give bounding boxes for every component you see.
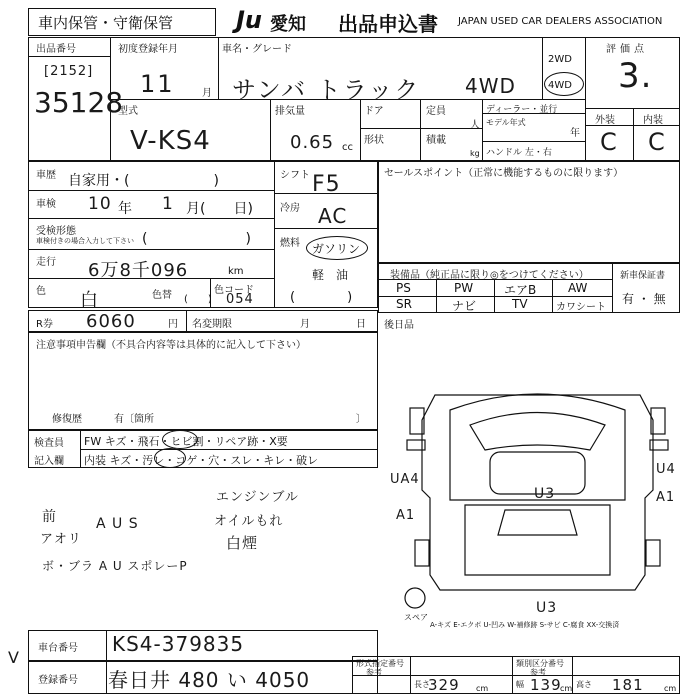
equip-navi: ナビ: [452, 299, 477, 313]
hw-tailgate: アオリ: [40, 532, 82, 547]
car-bed: [465, 505, 610, 575]
score-int-value: C: [648, 128, 666, 156]
score-value: 3.: [618, 56, 653, 96]
ref2-label: 参考: [530, 668, 546, 677]
hw-u4: U4: [656, 462, 676, 477]
name-change-label: 名変期限: [192, 319, 232, 330]
hw-front: 前: [42, 509, 57, 525]
fuel-gasoline: ガソリン: [312, 242, 361, 256]
width-unit: cm: [560, 684, 573, 693]
type-value: V-KS4: [130, 126, 211, 156]
color-value: 白: [80, 290, 99, 311]
hw-a1-left: A1: [396, 508, 416, 523]
fuel-label: 燃料: [280, 238, 300, 249]
hw-u3-top: U3: [534, 486, 556, 502]
model-year-label: モデル年式: [486, 118, 526, 127]
car-windshield: [470, 413, 605, 451]
car-cab-outline: [450, 394, 625, 500]
drive-4wd: 4WD: [548, 80, 572, 91]
displacement-value: 0.65: [290, 132, 335, 153]
color-code-value: 054: [226, 292, 254, 307]
equip-airbag: エアB: [504, 283, 537, 297]
inspector-label1: 検査員: [34, 438, 64, 449]
handle-label: ハンドル 左・右: [486, 148, 552, 158]
inspector-row1: FW キズ・飛石・ヒビ割・リペア跡・X要: [84, 435, 288, 448]
reception-label: 受検形態: [36, 226, 76, 237]
repair-label: 修復歴: [52, 414, 82, 425]
equip-kawaseat: カワシート: [556, 302, 606, 313]
sales-point-label: セールスポイント（正常に機能するものに限ります）: [384, 168, 624, 179]
length-unit: cm: [476, 684, 489, 693]
equip-sr: SR: [396, 297, 412, 311]
load-label: 積載: [426, 135, 446, 146]
aircon-value: AC: [318, 204, 348, 228]
hw-aus: A U S: [96, 516, 139, 532]
car-rear-right-wheel: [646, 540, 660, 566]
org-name: 愛知: [270, 14, 306, 35]
class-num-label: 類別区分番号: [516, 659, 564, 668]
door-label: ドア: [364, 106, 384, 117]
ref1-label: 参考: [366, 668, 382, 677]
inspector-label2: 記入欄: [34, 456, 64, 467]
displacement-label: 排気量: [275, 106, 305, 117]
equip-aw: AW: [568, 281, 588, 295]
kg-label: kg: [470, 149, 480, 158]
spare-label: スペア: [404, 613, 428, 622]
color-change-label: 色替: [152, 290, 172, 301]
history-value: 自家用・( ): [68, 173, 219, 189]
spare-tire-icon: [405, 588, 425, 608]
color-code-label: 色コード: [214, 285, 254, 296]
new-warranty-label: 新車保証書: [620, 271, 666, 281]
hw-engine: エンジンブル: [216, 490, 299, 505]
mileage-label: 走行: [36, 257, 56, 268]
type-label: 型式: [118, 106, 138, 117]
repair-close: 〕: [356, 414, 366, 425]
width-value: 139: [530, 676, 562, 694]
shift-value: F5: [312, 172, 341, 197]
shift-label: シフト: [280, 170, 310, 181]
model-label: 車名・グレード: [222, 44, 292, 55]
score-ext-label: 外装: [595, 115, 615, 126]
ju-logo: Ju: [236, 6, 263, 34]
damage-legend: A-キズ E-エクボ U-凹み W-補修跡 S-サビ C-腐食 XX-交換済: [430, 621, 620, 629]
hw-oil: オイルもれ: [214, 514, 284, 529]
fuel-gasoline-circle: [306, 236, 368, 260]
hw-a1-right: A1: [656, 490, 676, 505]
custody-label: 車内保管・守衛保管: [38, 14, 174, 32]
capacity-label: 定員: [426, 106, 446, 117]
width-label: 幅: [516, 680, 524, 689]
chassis-value: KS4-379835: [112, 632, 245, 656]
equip-ps: PS: [396, 281, 411, 295]
name-change-day: 日: [356, 319, 366, 330]
model-drive: 4WD: [465, 74, 516, 98]
name-change-month: 月: [300, 319, 310, 330]
length-label: 長さ: [414, 680, 430, 689]
year-label: 年: [570, 128, 580, 139]
notes-label: 注意事項申告欄（不具合内容等は具体的に記入して下さい）: [36, 340, 306, 351]
person-label: 人: [470, 120, 480, 131]
form-title: 出品申込書: [338, 12, 438, 36]
inspector-row2: 内装 キズ・汚レ・コゲ・穴・スレ・キレ・破レ: [84, 454, 319, 467]
score-label: 評価点: [606, 44, 648, 55]
mileage-value: 6万8千096: [88, 260, 189, 281]
recycle-unit: 円: [168, 319, 178, 330]
hw-check: V: [8, 648, 20, 667]
inspection-label: 車検: [36, 199, 56, 210]
registration-label: 初度登録年月: [118, 44, 178, 55]
mileage-unit: km: [228, 266, 244, 277]
lot-sub-number: [2152]: [44, 64, 94, 79]
reception-note: 車検付きの場合入力して下さい: [36, 237, 134, 245]
association-name: JAPAN USED CAR DEALERS ASSOCIATION: [458, 16, 663, 27]
stone-chip-circle: [162, 430, 198, 449]
inspection-month-unit: 月( 日): [186, 201, 253, 217]
car-rear-window: [498, 510, 577, 535]
shape-label: 形状: [364, 135, 384, 146]
plate-value: 春日井 480 い 4050: [108, 668, 311, 692]
equip-tv: TV: [512, 297, 528, 311]
height-unit: cm: [664, 684, 677, 693]
hw-smoke: 白煙: [226, 534, 259, 552]
score-ext-value: C: [600, 128, 618, 156]
recycle-label: R券: [36, 319, 53, 330]
model-value: サンバ トラック: [232, 76, 421, 104]
score-int-label: 内装: [643, 115, 663, 126]
post-date-label: 後日品: [384, 320, 414, 331]
recycle-value: 6060: [86, 311, 136, 332]
inspection-year: 10: [88, 194, 112, 214]
color-change-value: ( ): [184, 294, 212, 305]
drive-2wd: 2WD: [548, 54, 572, 65]
equipment-label: 装備品（純正品に限り◎をつけてください）: [390, 270, 589, 281]
hw-mudflap: ボ・ブラ A U スポレーP: [42, 559, 188, 573]
inspection-year-unit: 年: [118, 201, 132, 217]
history-label: 車歴: [36, 170, 56, 181]
displacement-unit: cc: [342, 142, 353, 153]
dirt-circle: [154, 448, 186, 468]
length-value: 329: [428, 676, 460, 694]
new-warranty-value: 有 ・ 無: [622, 292, 666, 306]
registration-value: 11: [140, 70, 175, 98]
height-value: 181: [612, 676, 644, 694]
car-rear-left-wheel: [415, 540, 429, 566]
plate-label: 登録番号: [38, 675, 78, 686]
repair-value: 有〔箇所: [114, 414, 154, 425]
drive-4wd-circle: [544, 72, 584, 96]
lot-label: 出品番号: [36, 44, 76, 55]
inspection-month: 1: [162, 194, 174, 214]
hw-ua4: UA4: [390, 472, 420, 487]
hw-u3-bottom: U3: [536, 600, 558, 616]
form-cert-label: 形式指定番号: [356, 659, 404, 668]
dealer-label: ディーラー・並行: [486, 105, 558, 115]
equip-pw: PW: [454, 281, 474, 295]
height-label: 高さ: [576, 680, 592, 689]
reception-value: ( ): [142, 231, 251, 247]
lot-number: 35128: [34, 86, 124, 119]
fuel-other: ( ): [290, 290, 353, 305]
color-label: 色: [36, 286, 46, 297]
fuel-diesel: 軽 油: [312, 268, 349, 282]
chassis-label: 車台番号: [38, 643, 78, 654]
aircon-label: 冷房: [280, 203, 300, 214]
registration-month: 月: [202, 88, 212, 99]
